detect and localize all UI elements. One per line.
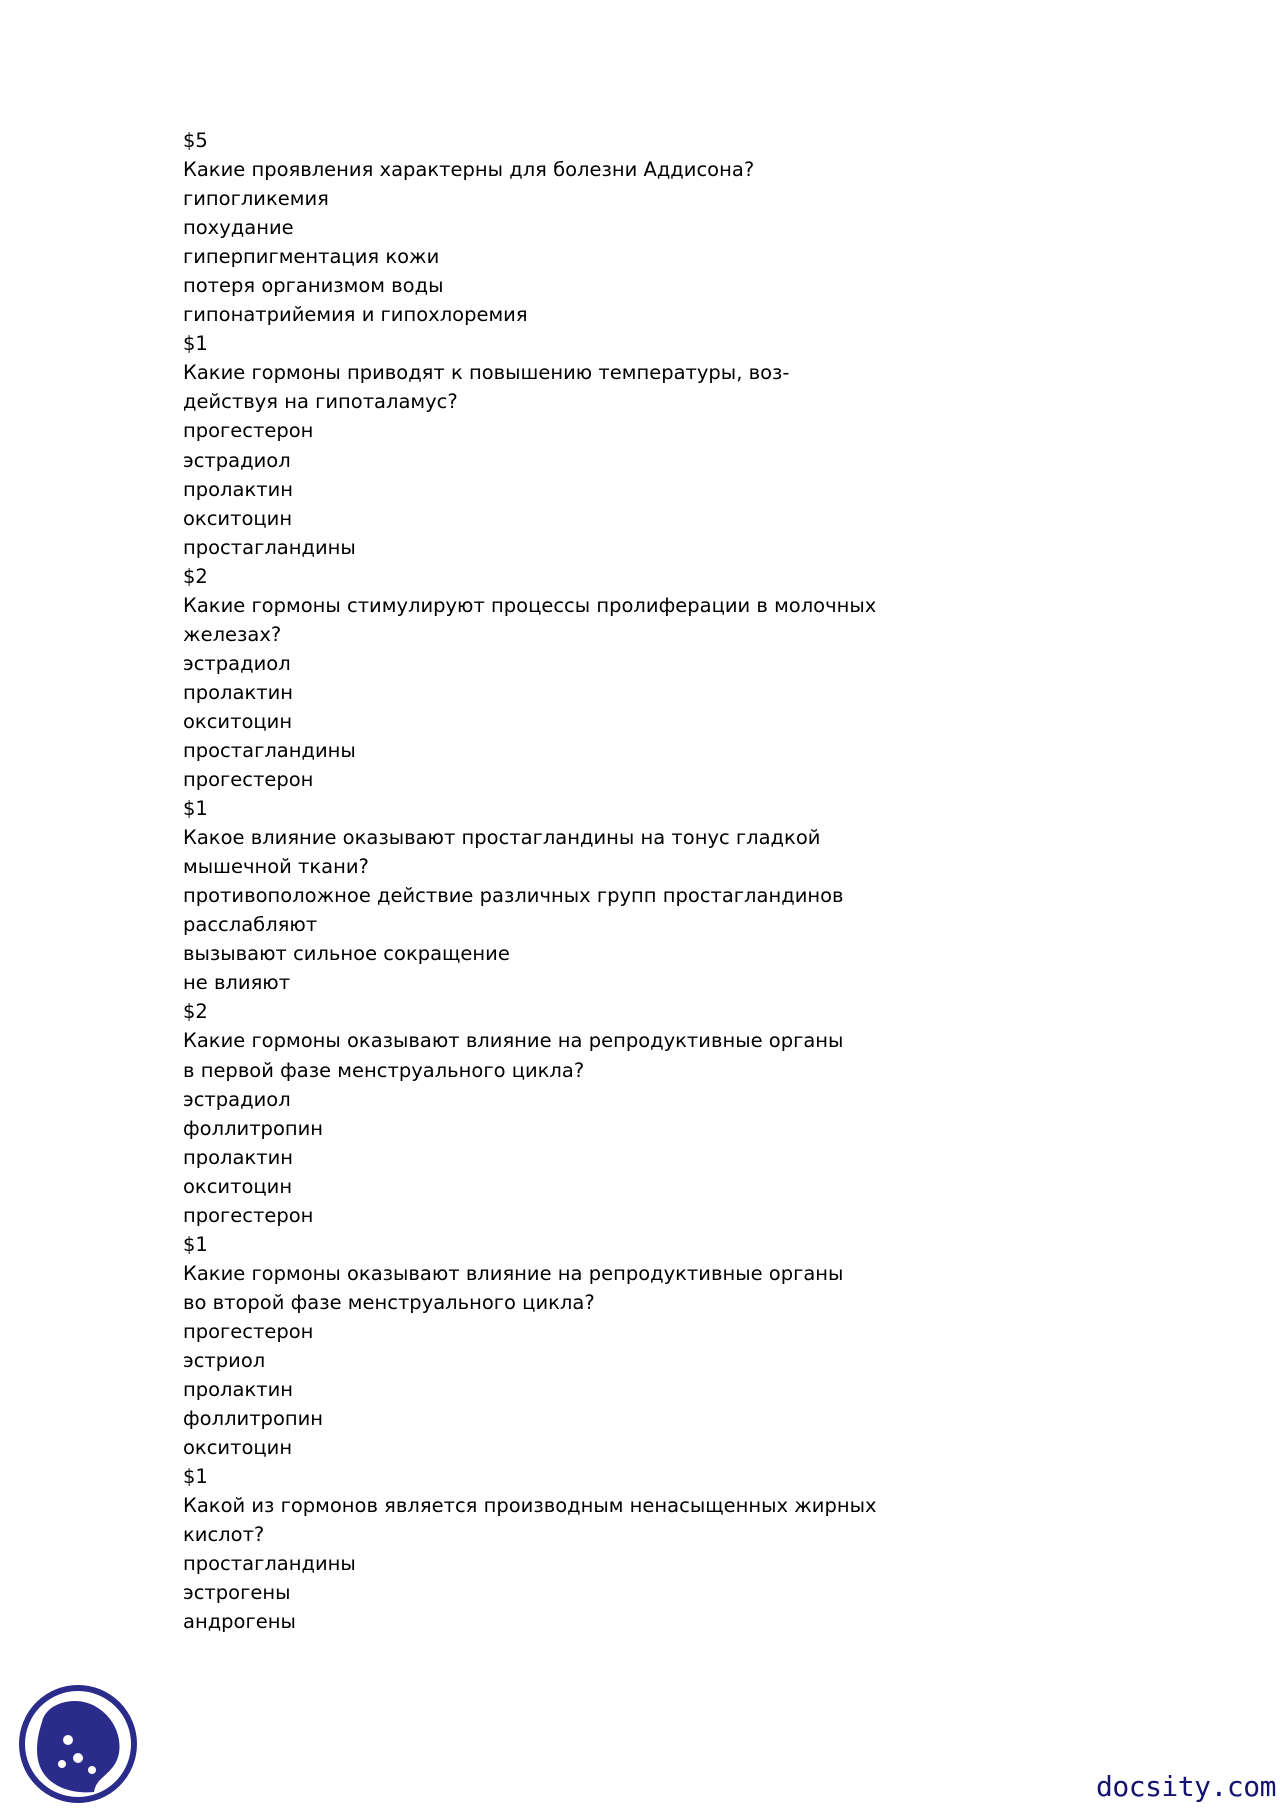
text-line: простагландины (183, 535, 356, 559)
text-line: прогестерон (183, 1203, 314, 1227)
text-line: пролактин (183, 1145, 294, 1169)
text-line: кислот? (183, 1523, 265, 1547)
text-line: эстрадиол (183, 651, 291, 675)
text-line: во второй фазе менструального цикла? (183, 1290, 595, 1314)
text-line: Какое влияние оказывают простагландины на тонус гладкой (183, 826, 821, 850)
text-line: мышечной ткани? (183, 855, 369, 879)
text-line: похудание (183, 216, 294, 240)
question-marker: $1 (183, 332, 208, 356)
text-line: гипонатрийемия и гипохлоремия (183, 303, 528, 327)
question-marker: $1 (183, 1232, 208, 1256)
text-line: Какие гормоны приводят к повышению температуры, воз- (183, 361, 790, 385)
text-line: окситоцин (183, 709, 293, 733)
text-line: в первой фазе менструального цикла? (183, 1058, 585, 1082)
text-line: прогестерон (183, 768, 314, 792)
text-line: эстрадиол (183, 1087, 291, 1111)
question-marker: $2 (183, 564, 208, 588)
text-line: прогестерон (183, 419, 314, 443)
text-line: эстрогены (183, 1581, 291, 1605)
question-marker: $5 (183, 129, 208, 152)
text-line: пролактин (183, 680, 294, 704)
text-line: расслабляют (183, 913, 318, 937)
text-line: Какой из гормонов является производным ненасыщенных жирных (183, 1494, 877, 1518)
document-body (183, 126, 1183, 1636)
text-line: простагландины (183, 1552, 356, 1576)
text-line: Какие гормоны оказывают влияние на репродуктивные органы (183, 1029, 844, 1053)
text-line: простагландины (183, 738, 356, 762)
text-line: фоллитропин (183, 1407, 324, 1431)
text-line: окситоцин (183, 1436, 293, 1460)
text-line: потеря организмом воды (183, 274, 444, 298)
text-line: Какие гормоны стимулируют процессы пролиферации в молочных (183, 593, 877, 617)
text-line: андрогены (183, 1610, 296, 1634)
text-line: прогестерон (183, 1319, 314, 1343)
text-line: железах? (183, 622, 282, 646)
text-line: противоположное действие различных групп простагландинов (183, 884, 844, 908)
text-line: вызывают сильное сокращение (183, 942, 510, 966)
docsity-brand-link[interactable]: docsity.com (1096, 1770, 1276, 1803)
text-line: Какие проявления характерны для болезни Аддисона? (183, 158, 755, 182)
text-line: фоллитропин (183, 1116, 324, 1140)
text-line: эстриол (183, 1348, 266, 1372)
text-line: гипогликемия (183, 187, 329, 211)
text-line: пролактин (183, 477, 294, 501)
docsity-logo-icon[interactable] (16, 1682, 140, 1806)
text-line: гиперпигментация кожи (183, 245, 440, 269)
text-line: пролактин (183, 1378, 294, 1402)
question-marker: $1 (183, 1465, 208, 1489)
text-line: эстрадиол (183, 448, 291, 472)
question-marker: $1 (183, 797, 208, 821)
question-marker: $2 (183, 1000, 208, 1024)
text-line: окситоцин (183, 1174, 293, 1198)
text-line: окситоцин (183, 506, 293, 530)
text-line: не влияют (183, 971, 291, 995)
text-line: Какие гормоны оказывают влияние на репродуктивные органы (183, 1261, 844, 1285)
text-line: действуя на гипоталамус? (183, 390, 458, 414)
